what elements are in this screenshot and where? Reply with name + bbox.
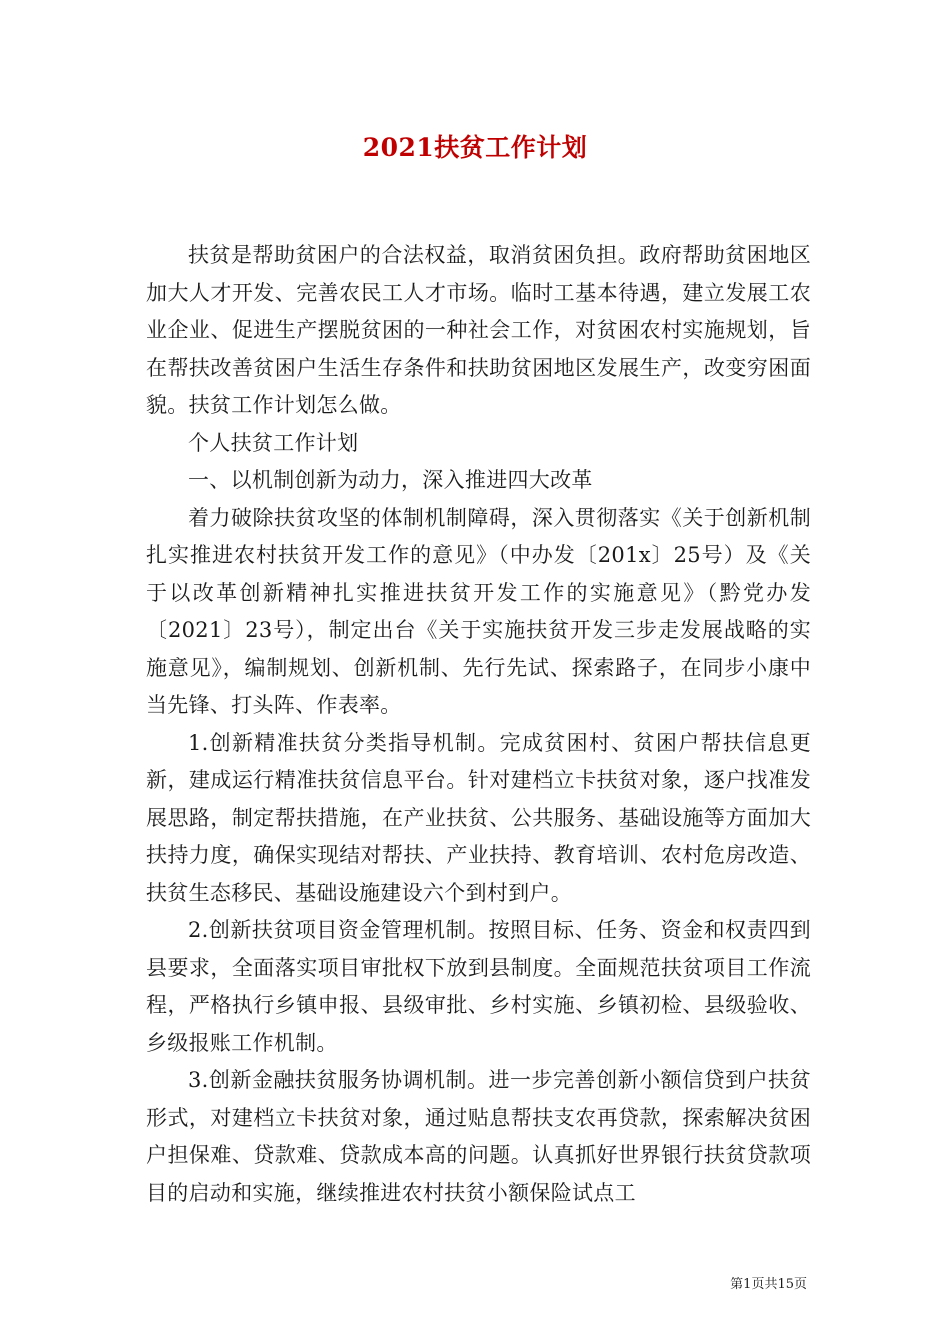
document-title: 2021扶贫工作计划: [362, 133, 588, 162]
document-body: [146, 237, 811, 1212]
intro-paragraph: 扶贫是帮助贫困户的合法权益，取消贫困负担。政府帮助贫困地区加大人才开发、完善农民工人才市场。临时工基本待遇，建立发展工农业企业、促进生产摆脱贫困的一种社会工作，对贫困农村实施规划，旨在帮扶改善贫困户生活生存条件和扶助贫困地区发展生产，改变穷困面貌。扶贫工作计划怎么做。: [146, 243, 811, 417]
body-paragraph: 着力破除扶贫攻坚的体制机制障碍，深入贯彻落实《关于创新机制扎实推进农村扶贫开发工作的意见》（中办发〔201x〕25号）及《关于以改革创新精神扎实推进扶贫开发工作的实施意见》（黔党办发〔2021〕23号），制定出台《关于实施扶贫开发三步走发展战略的实施意见》，编制规划、创新机制、先行先试、探索路子，在同步小康中当先锋、打头阵、作表率。: [146, 505, 811, 717]
section-heading-1: 一、以机制创新为动力，深入推进四大改革: [188, 468, 593, 492]
list-item-3: 3.创新金融扶贫服务协调机制。进一步完善创新小额信贷到户扶贫形式，对建档立卡扶贫对象，通过贴息帮扶支农再贷款，探索解决贫困户担保难、贷款难、贷款成本高的问题。认真抓好世界银行扶贫贷款项目的启动和实施，继续推进农村扶贫小额保险试点工: [146, 1068, 811, 1205]
section-subtitle: 个人扶贫工作计划: [188, 430, 359, 455]
page-number: 第1页共15页: [730, 1277, 807, 1292]
list-item-1: 1.创新精准扶贫分类指导机制。完成贫困村、贫困户帮扶信息更新，建成运行精准扶贫信息平台。针对建档立卡扶贫对象，逐户找准发展思路，制定帮扶措施，在产业扶贫、公共服务、基础设施等方面加大扶持力度，确保实现结对帮扶、产业扶持、教育培训、农村危房改造、扶贫生态移民、基础设施建设六个到村到户。: [146, 730, 811, 905]
list-item-2: 2.创新扶贫项目资金管理机制。按照目标、任务、资金和权责四到县要求，全面落实项目审批权下放到县制度。全面规范扶贫项目工作流程，严格执行乡镇申报、县级审批、乡村实施、乡镇初检、县级验收、乡级报账工作机制。: [146, 918, 811, 1055]
